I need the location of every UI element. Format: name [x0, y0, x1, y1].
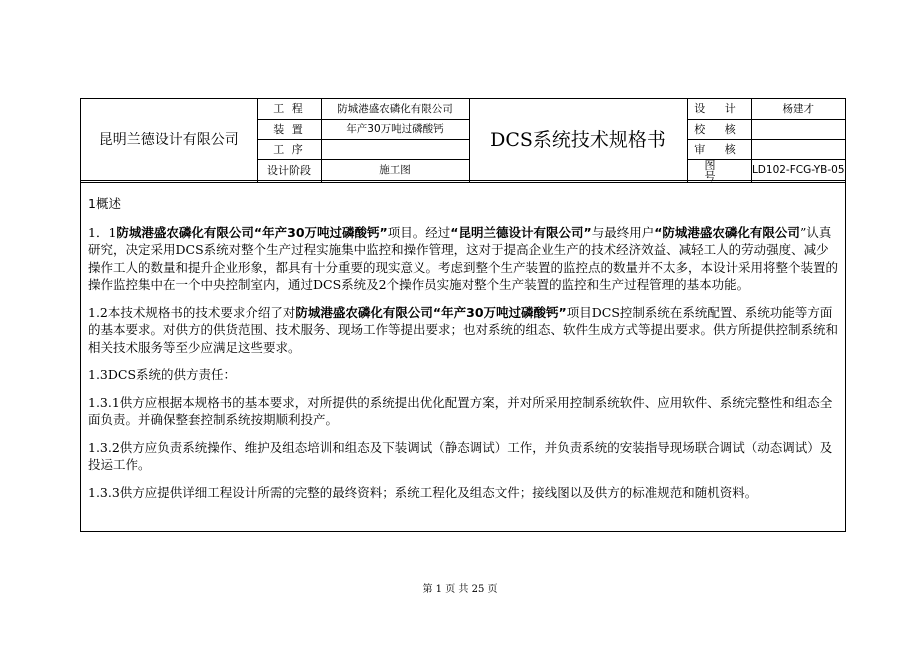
para-bold: “昆明兰德设计有限公司”	[450, 224, 592, 240]
header-divider	[81, 180, 845, 181]
process-label: 工 序	[257, 139, 321, 159]
project-label: 工 程	[257, 99, 321, 119]
device-label: 装 置	[257, 119, 321, 139]
paragraph-1-1	[88, 224, 840, 294]
para-text: ”认真研究，决定采用DCS系统对整个生产过程实施集中监控和操作管理，这对于提高企业生产的技术经济效益、减轻工人的劳动强度、减少操作工人的数量和提升企业形象，都具有十分重要的现实意义。考虑到整个生产装置的监控点的数量并不太多，本设计采用将整个装置的操作监控集中在一个中央控制室内，通过DCS系统及2个操作员实施对整个生产装置的监控和生产过程管理的基本功能。	[88, 224, 839, 292]
paragraph-1-3-1: 1.3.1供方应根据本规格书的基本要求，对所提供的系统提出优化配置方案，并对所采用控制系统软件、应用软件、系统完整性和组态全面负责。并确保整套控制系统按期顺利投产。	[88, 394, 833, 427]
para-text: 项目DCS控制系统在系统配置、系统功能等方面的基本要求。对供方的供货范围、技术服务、现场工作等提出要求；也对系统的组态、软件生成方式等提出要求。供方所提供控制系统和相关技术服务等至少应满足这些要求。	[88, 304, 839, 355]
paragraph-1-3: 1.3DCS系统的供方责任：	[88, 367, 237, 382]
section-heading: 1概述	[88, 196, 121, 211]
document-title: DCS系统技术规格书	[469, 99, 687, 182]
page-number-footer: 第 1 页 共 25 页	[422, 584, 498, 595]
para-bold: 防城港盛农磷化有限公司	[116, 224, 254, 240]
document-frame	[80, 98, 846, 532]
para-text: 与最终用户	[591, 224, 655, 240]
para-bold: “年产30万吨过磷酸钙”	[432, 304, 567, 320]
para-text: 1.2本技术规格书的技术要求介绍了对	[88, 304, 296, 320]
title-block-table	[81, 99, 845, 183]
para-text: 项目。经过	[387, 224, 451, 240]
para-bold: “防城港盛农磷化有限公司	[654, 224, 800, 240]
para-text: 1．1	[88, 224, 117, 240]
paragraph-1-3-2: 1.3.2供方应负责系统操作、维护及组态培训和组态及下装调试（静态调试）工作，并负责系统的安装指导现场联合调试（动态调试）及投运工作。	[88, 439, 833, 472]
process-value	[321, 139, 469, 159]
company-name: 昆明兰德设计有限公司	[81, 99, 257, 182]
review-value	[751, 139, 845, 159]
check-value	[751, 119, 845, 139]
paragraph-1-3-3: 1.3.3供方应提供详细工程设计所需的完整的最终资料；系统工程化及组态文件；接线图以及供方的标准规范和随机资料。	[88, 484, 758, 500]
design-label: 设 计	[687, 99, 751, 119]
design-value: 杨建才	[751, 99, 845, 119]
stage-label: 设计阶段	[257, 159, 321, 182]
para-bold: “年产30万吨过磷酸钙”	[253, 224, 388, 240]
drawing-number-label: 图 号	[687, 159, 751, 182]
review-label: 审 核	[687, 139, 751, 159]
paragraph-1-2	[88, 304, 840, 357]
stage-value: 施工图	[321, 159, 469, 182]
device-value: 年产30万吨过磷酸钙	[321, 119, 469, 139]
project-value: 防城港盛农磷化有限公司	[321, 99, 469, 119]
para-bold: 防城港盛农磷化有限公司	[295, 304, 433, 320]
check-label: 校 核	[687, 119, 751, 139]
document-body	[88, 195, 840, 511]
drawing-number-value: LD102-FCG-YB-05	[751, 159, 845, 182]
